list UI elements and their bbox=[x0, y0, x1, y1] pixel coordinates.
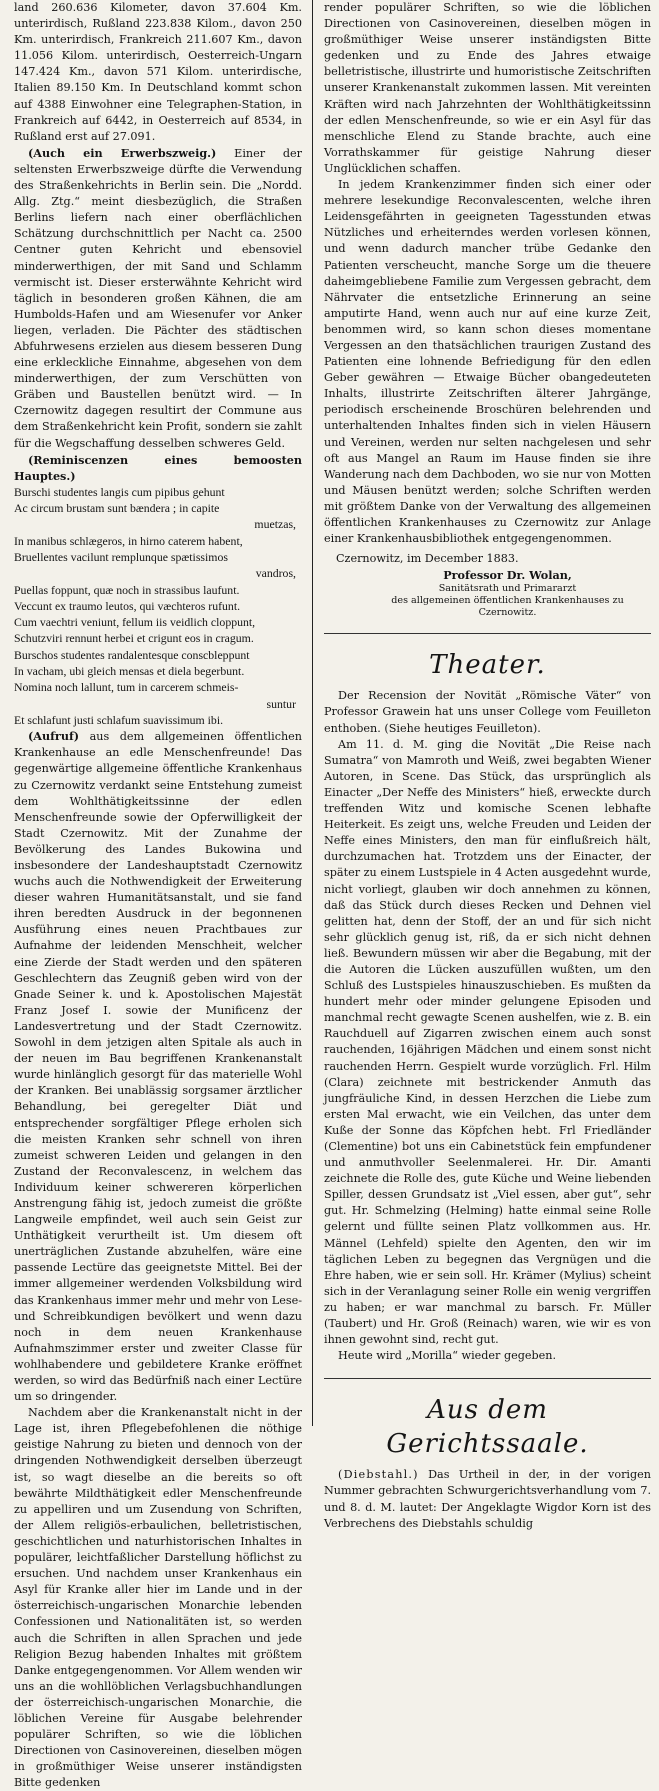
right-column bbox=[318, 0, 653, 1530]
signature-name: Professor Dr. Wolan, bbox=[443, 568, 572, 583]
paragraph-telegraph-statistics: land 260.636 Kilometer, davon 37.604 Km. unterirdisch, Rußland 223.838 Kilom., davon 250 Km. unterirdisch, Frankreich 211.607 Km., davon 11.056 Kilom. unterirdisch, Oesterreich-Ungarn 147.424 Km., davon 571 Kilom. unterirdische, Italien 89.150 Km. In Deutschland kommt schon auf 4388 Einwohner eine Telegraphen-Station, in Frankreich auf 6442, in Oesterreich auf 8534, in Rußland erst auf 27.091. bbox=[14, 1, 302, 143]
text-erwerbszweig: Einer der seltensten Erwerbszweige dürfte die Verwendung des Straßenkehrichts in Berlin sein. Die „Nordd. Allg. Ztg.“ meint diesbezüglich, die Straßen Berlins liefern nach einer oberflächlichen Schätzung durchschnittlich per Nacht ca. 2500 Centner guten Kehricht und ebensoviel minderwerthigen, der mit Sand und Schlamm vermischt ist. Dieser ersterwähnte Kehricht wird täglich in besonderen großen Kähnen, die am Humbolds-Hafen und am Wiesenufer vor Anker liegen, verladen. Die Pächter des städtischen Abfuhrwesens erzielen aus diesem besseren Dung eine erkleckliche Einnahme, abgesehen von dem minderwerthigen, der zum Verschütten von Gräben und Baustellen benützt wird. — In Czernowitz dagegen resultirt der Commune aus dem Straßenkehricht kein Profit, sondern sie zahlt für die Wegschaffung desselben schweres Geld. bbox=[14, 146, 302, 450]
poem-line: Et schlafunt justi schlafum suavissimum ibi. bbox=[14, 712, 224, 727]
heading-reminiscenzen: (Reminiscenzen eines bemoosten Hauptes.) bbox=[14, 452, 302, 483]
court-title: Aus dem Gerichtssaale. bbox=[386, 1395, 589, 1460]
poem-line: In manibus schlægeros, in hirno caterem habent, bbox=[14, 533, 243, 548]
poem-line: Schutzviri rennunt herbei et crigunt eos in cragum. bbox=[14, 631, 254, 646]
latin-poem bbox=[14, 484, 302, 728]
section-divider bbox=[324, 1378, 651, 1379]
signature-date: Czernowitz, im December 1883. bbox=[336, 552, 519, 566]
column-divider bbox=[312, 0, 313, 1426]
paragraph-theater-recension: Der Recension der Novität „Römische Väter“ von Professor Grawein hat uns unser College vom Feuilleton enthoben. (Siehe heutiges Feuilleton). bbox=[324, 689, 651, 735]
poem-line: muetzas, bbox=[254, 517, 296, 532]
heading-aufruf: (Aufruf) bbox=[28, 729, 80, 744]
poem-line: Veccunt ex traumo leutos, qui væchteros rufunt. bbox=[14, 598, 241, 613]
poem-line: Bruellentes vacilunt remplunque spætissimos bbox=[14, 550, 228, 564]
paragraph-krankenzimmer: In jedem Krankenzimmer finden sich einer oder mehrere lesekundige Reconvalescenten, welche ihren Leidensgefährten in geeigneten Tagesstunden etwas Nützliches und erheiterndes werden vorlesen können, und wenn dadurch mancher trübe Gedanke den Patienten verscheucht, manche Sorge um die theuere daheimgebliebene Familie zum Vergessen gebracht, dem Nährvater die entsetzliche Erinnerung an seine amputirte Hand, wenn auch nur auf eine kurze Zeit, benommen wird, so kann schon dieses momentane Vergessen an den thatsächlichen traurigen Zustand des Patienten eine lohnende Befriedigung für den edlen Geber gewähren — Etwaige Bücher obangedeuteten Inhalts, illustrirte Zeitschriften älterer Jahrgänge, periodisch erscheinende Broschüren belehrenden und unterhaltenden Inhaltes finden sich in vielen Häusern und Vereinen, werden nur selten nachgelesen und sehr oft aus Mangel an Raum im Hause finden sie ihre Wanderung nach dem Dachboden, wo sie nur von Motten und Mäusen benützt werden; solche Schriften werden mit größtem Danke von der Verwaltung des allgemeinen öffentlichen Krankenhauses zu Czernowitz zur Anlage einer Krankenhausbibliothek entgegengenommen. bbox=[324, 178, 651, 546]
theater-title: Theater. bbox=[429, 650, 546, 681]
paragraph-erwerbszweig bbox=[14, 145, 302, 452]
paragraph-theater-review: Am 11. d. M. ging die Novität „Die Reise nach Sumatra“ von Mamroth und Weiß, zwei begabten Wiener Autoren, in Scene. Das Stück, das ursprünglich als Einacter „Der Neffe des Ministers“ hieß, erweckte durch treffenden Witz und komische Scenen lebhafte Heiterkeit. Es zeigt uns, welche Freuden und Leiden der Neffe eines Ministers, den man für einflußreich hält, durchzumachen hat. Trotzdem uns der Einacter, der später zu einem Lustspiele in 4 Acten ausgedehnt wurde, nicht vorliegt, glauben wir doch annehmen zu können, daß das Stück durch dieses Recken und Dehnen viel gelitten hat, denn der Stoff, der an und für sich nicht sehr glücklich genug ist, riß, da er sich nicht dehnen ließ. Bewundern müssen wir aber die Begabung, mit der die Autoren die Lücken auszufüllen wußten, um den Schluß des Lustspieles hinauszuschieben. Es mußten da hundert mehr oder minder gelungene Episoden und manchmal recht gewagte Scenen aushelfen, wie z. B. ein Rauchduell auf Zigarren zwischen einem auch sonst rauchenden, 16jährigen Mädchen und einem sonst nicht rauchenden Herrn. Gespielt wurde vorzüglich. Frl. Hilm (Clara) zeichnete mit bestrickender Anmuth das jungfräuliche Kind, in dessen Herzchen die Liebe zum ersten Mal erwacht, wie ein Veilchen, das unter dem Kuße der Sonne das Köpfchen hebt. Frl Friedländer (Clementine) bot uns ein Cabinetstück fein empfundener und anmuthvoller Seelenmalerei. Hr. Dir. Amanti zeichnete die Rolle des, gute Küche und Weine liebenden Spiller, dessen Grundsatz ist „Viel essen, aber gut“, sehr gut. Hr. Schmelzing (Helming) hatte einmal seine Rolle gelernt und füllte seinen Platz vollkommen aus. Hr. Männel (Lehfeld) spielte den Agenten, den wir im täglichen Leben zu begegnen das Vergnügen und die Ehre haben, wie er sein soll. Hr. Krämer (Mylius) scheint sich in der Veranlagung seiner Rolle ein wenig vergriffen zu haben; er war manchmal zu barsch. Fr. Müller (Taubert) und Hr. Groß (Reinach) waren, wie wir es von ihnen gewohnt sind, recht gut. bbox=[324, 737, 651, 1347]
paragraph-nachdem: Nachdem aber die Krankenanstalt nicht in der Lage ist, ihren Pflegebefohlenen die nöthige geistige Nahrung zu bieten und dennoch von der dringenden Nothwendigkeit derselben überzeugt ist, so wagt dieselbe an die bereits so oft bewährte Mildthätigkeit edler Menschenfreunde zu appelliren und um Zusendung von Schriften, der Allem religiös-erbaulichen, belletristischen, geschichtlichen und naturhistorischen Inhaltes in populärer, leichtfaßlicher Darstellung höflichst zu ersuchen. Und nachdem unser Krankenhaus ein Asyl für Kranke aller hier im Lande und in der österreichisch-ungarischen Monarchie lebenden Confessionen und Nationalitäten ist, so werden auch die Schriften in allen Sprachen und jede Religion Bezug habenden Inhaltes mit größtem Danke entgegengenommen. Vor Allem wenden wir uns an die wohllöblichen Verlagsbuchhandlungen der österreichisch-ungarischen Monarchie, die löblichen Vereine für Ausgabe belehrender populärer Schriften, so wie die löblichen Directionen von Casinovereinen, dieselben mögen in großmüthiger Weise unserer inständigsten Bitte gedenken bbox=[14, 1406, 302, 1790]
text-aufruf: aus dem allgemeinen öffentlichen Krankenhause an edle Menschenfreunde! Das gegenwärtige allgemeine öffentliche Krankenhaus zu Czernowitz verdankt seine Entstehung zumeist dem Wohlthätigkeitssinne der edlen Menschenfreunde sowie der Opferwilligkeit der Stadt Czernowitz. Mit der Zunahme der Bevölkerung des Landes Bukowina und insbesondere der Landeshauptstadt Czernowitz wuchs auch die Nothwendigkeit der Erweiterung dieser wahren Humanitätsanstalt, und sie fand ihren beredten Ausdruck in der begonnenen Ausführung eines neuen Prachtbaues zur Aufnahme der leidenden Menschheit, welcher eine Zierde der Stadt werden und den späteren Geschlechtern das Zeugniß geben wird von der Gnade Seiner k. und k. Apostolischen Majestät Franz Josef I. sowie der Munificenz der Landesvertretung und der Stadt Czernowitz. Sowohl in dem jetzigen alten Spitale als auch in der neuen im Bau begriffenen Krankenanstalt wurde hinlänglich gesorgt für das materielle Wohl der Kranken. Bei unablässig sorgsamer ärztlicher Behandlung, bei geregelter Diät und entsprechender sorgfältiger Pflege erholen sich die meisten Kranken sehr schnell von ihren zumeist schweren Leiden und gelangen in den Zustand der Reconvalescenz, in welchem das Individuum keiner schwereren körperlichen Anstrengung fähig ist, jedoch zumeist die größte Langweile empfindet, weil auch sein Geist zur Unthätigkeit verurtheilt ist. Um diesem oft unerträglichen Zustande abzuhelfen, wäre eine passende Lectüre das geeignetste Mittel. Bei der immer allgemeiner werdenden Volksbildung wird das Krankenhaus immer mehr und mehr von Lese- und Schreibkundigen bevölkert und wenn dazu noch in dem neuen Krankenhause Aufnahmszimmer erster und zweiter Classe für wohlhabendere und gebildetere Kranke eröffnet werden, so wird das Bedürfniß nach einer Lectüre um so dringender. bbox=[14, 730, 302, 1404]
poem-line: In vacham, ubi gleich mensas et diela begerbunt. bbox=[14, 664, 245, 679]
poem-line: Ac circum brustam sunt bændera ; in capite bbox=[14, 501, 220, 516]
signature-title: Sanitätsrath und Primararzt bbox=[438, 583, 577, 595]
paragraph-court bbox=[324, 1467, 651, 1531]
poem-line: Burschos studentes randalentesque conscbleppunt bbox=[14, 647, 250, 662]
heading-diebstahl: (Diebstahl.) bbox=[338, 1468, 419, 1482]
left-column bbox=[6, 0, 306, 1790]
paragraph-aufruf bbox=[14, 728, 302, 1405]
section-divider bbox=[324, 633, 651, 634]
paragraph-continuation: render populärer Schriften, so wie die löblichen Directionen von Casinovereinen, dieselben mögen in großmüthiger Weise unserer inständigsten Bitte gedenken und zu Ende des Jahres etwaige belletristische, illustrirte und humoristische Zeitschriften unserer Krankenanstalt zukommen lassen. Mit vereinten Kräften wird nach Jahrzehnten der Wohlthätigkeitssinn der edlen Menschenfreunde, so wie er ein Asyl für das menschliche Elend zu Stande brachte, auch eine Vorrathskammer für geistige Nahrung dieser Unglücklichen schaffen. bbox=[324, 1, 651, 175]
signature-institution: des allgemeinen öffentlichen Krankenhauses zu Czernowitz. bbox=[391, 595, 624, 619]
text-court: Das Urtheil in der, in der vorigen Nummer gebrachten Schwurgerichtsverhandlung vom 7. und 8. d. M. lautet: Der Angeklagte Wigdor Korn ist des Verbrechens des Diebstahls schuldig bbox=[324, 1468, 651, 1530]
poem-line: Nomina noch lallunt, tum in carcerem schmeis- bbox=[14, 680, 239, 695]
poem-line: suntur bbox=[266, 696, 296, 711]
paragraph-theater-today: Heute wird „Morilla“ wieder gegeben. bbox=[338, 1349, 557, 1363]
poem-line: Cum vaechtri veniunt, fellum iis veidlich cloppunt, bbox=[14, 615, 256, 630]
poem-line: Puellas foppunt, quæ noch in strassibus laufunt. bbox=[14, 582, 240, 597]
poem-line: vandros, bbox=[255, 566, 296, 581]
poem-line: Burschi studentes langis cum pipibus gehunt bbox=[14, 484, 225, 499]
heading-erwerbszweig: (Auch ein Erwerbszweig.) bbox=[28, 145, 217, 160]
